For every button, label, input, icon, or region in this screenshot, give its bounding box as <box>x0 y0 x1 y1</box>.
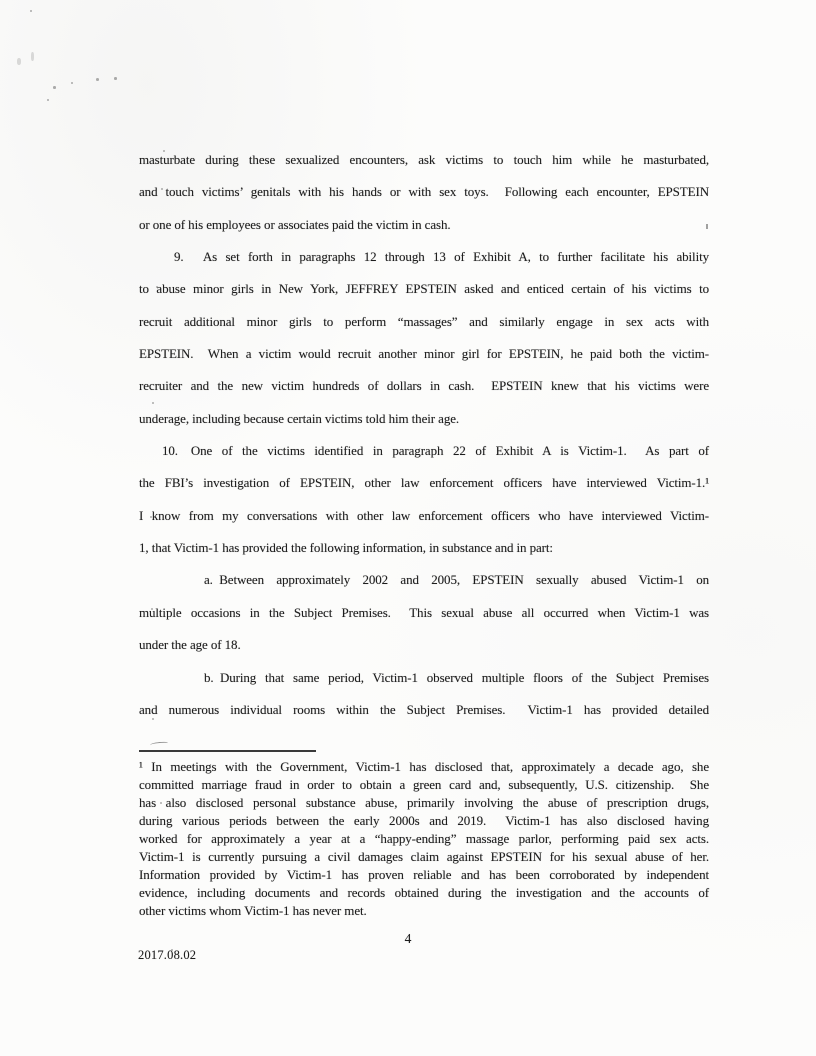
body-line-paragraph-9: 9. As set forth in paragraphs 12 through 13 of Exhibit A, to further facilitate his ability <box>174 249 709 265</box>
scan-artifact <box>31 52 34 61</box>
scan-artifact <box>71 82 73 84</box>
date-stamp: 2017.08.02 <box>138 948 197 962</box>
body-line-subparagraph-b: b. During that same period, Victim-1 observed multiple floors of the Subject Premises <box>204 669 709 685</box>
scan-artifact <box>47 99 49 101</box>
body-line: underage, including because certain victims told him their age. <box>139 410 460 426</box>
page-number: 4 <box>404 931 412 946</box>
footnote-line: worked for approximately a year at a “happy-ending” massage parlor, performing paid sex acts. <box>139 831 709 846</box>
body-line-subparagraph-a: a. Between approximately 2002 and 2005, EPSTEIN sexually abused Victim-1 on <box>204 572 709 588</box>
body-line-paragraph-10: 10. One of the victims identified in paragraph 22 of Exhibit A is Victim-1. As part of <box>162 443 709 459</box>
scan-artifact <box>17 58 21 65</box>
footnote-line: has also disclosed personal substance abuse, primarily involving the abuse of prescription drugs, <box>139 795 709 810</box>
body-line: under the age of 18. <box>139 637 241 653</box>
body-line: masturbate during these sexualized encounters, ask victims to touch him while he masturbated, <box>139 152 709 167</box>
body-line: 1, that Victim-1 has provided the following information, in substance and in part: <box>139 540 553 556</box>
body-line: to abuse minor girls in New York, JEFFREY EPSTEIN asked and enticed certain of his victims to <box>139 281 709 297</box>
body-line: EPSTEIN. When a victim would recruit another minor girl for EPSTEIN, he paid both the victim- <box>139 346 709 362</box>
footnote-line: during various periods between the early 2000s and 2019. Victim-1 has also disclosed having <box>139 813 709 828</box>
footnote-separator <box>139 750 316 752</box>
document-body <box>139 144 709 726</box>
body-line: recruit additional minor girls to perform “massages” and similarly engage in sex acts with <box>139 313 709 329</box>
footnote-line: Victim-1 is currently pursuing a civil damages claim against EPSTEIN for his sexual abuse of her. <box>139 849 709 864</box>
footnote-line: committed marriage fraud in order to obtain a green card and, subsequently, U.S. citizenship. She <box>139 777 709 792</box>
scan-artifact <box>96 78 99 81</box>
footnote-line: ¹ In meetings with the Government, Victim-1 has disclosed that, approximately a decade ago, she <box>139 759 709 774</box>
body-line: or one of his employees or associates paid the victim in cash. <box>139 216 451 232</box>
body-line: and touch victims’ genitals with his hands or with sex toys. Following each encounter, EPSTEIN <box>139 184 709 200</box>
body-line: and numerous individual rooms within the Subject Premises. Victim-1 has provided detailed <box>139 701 709 717</box>
scan-artifact <box>114 77 117 80</box>
scan-artifact <box>53 86 56 89</box>
scan-artifact <box>30 10 32 12</box>
footnote-line: other victims whom Victim-1 has never met. <box>139 903 367 918</box>
body-line: recruiter and the new victim hundreds of dollars in cash. EPSTEIN knew that his victims were <box>139 378 709 394</box>
footnote-line: Information provided by Victim-1 has proven reliable and has been corroborated by independent <box>139 867 709 882</box>
footnote <box>139 758 709 920</box>
body-line: the FBI’s investigation of EPSTEIN, other law enforcement officers have interviewed Victim-1.¹ <box>139 475 709 491</box>
body-line: multiple occasions in the Subject Premises. This sexual abuse all occurred when Victim-1 was <box>139 604 709 620</box>
footnote-line: evidence, including documents and records obtained during the investigation and the accounts of <box>139 885 709 900</box>
body-line: I know from my conversations with other law enforcement officers who have interviewed Victim- <box>139 507 709 523</box>
